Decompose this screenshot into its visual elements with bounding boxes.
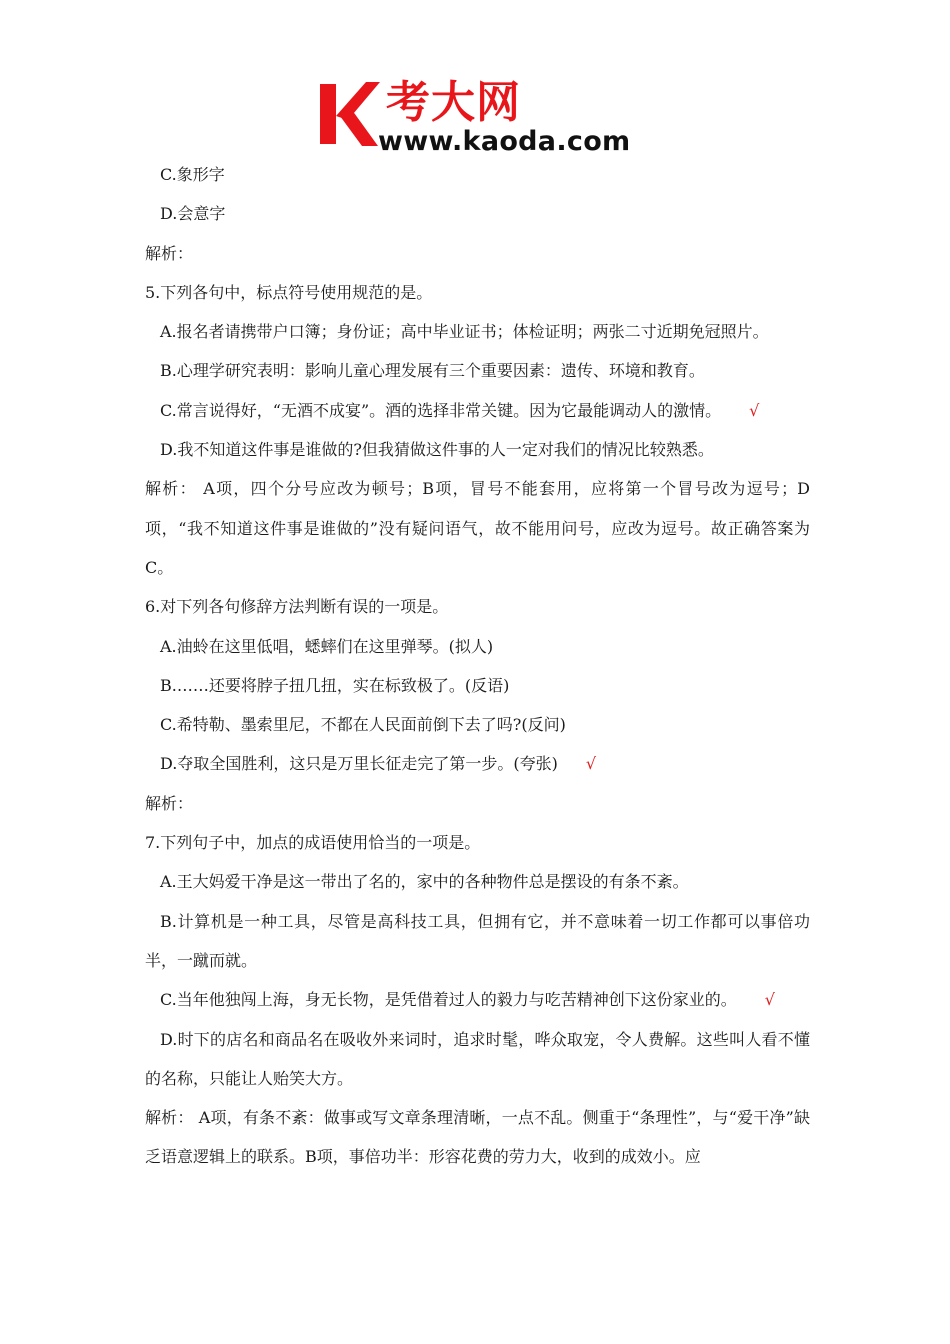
logo-chinese-text: 考大网 [386, 77, 521, 128]
q7-option-c-text: C.当年他独闯上海，身无长物，是凭借着过人的毅力与吃苦精神创下这份家业的。 [160, 990, 737, 1010]
k-logo-icon [318, 80, 380, 148]
q5-option-c [145, 391, 810, 430]
logo-url-text: www.kaoda.com [378, 126, 631, 157]
q5-analysis: 解析： A项，四个分号应改为顿号；B项，冒号不能套用，应将第一个冒号改为逗号；D项，“我不知道这件事是谁做的”没有疑问语气，故不能用问号，应改为逗号。故正确答案为C。 [145, 479, 810, 577]
q5-option-b: B.心理学研究表明：影响儿童心理发展有三个重要因素：遗传、环境和教育。 [160, 361, 705, 381]
q6-option-b: B.……还要将脖子扭几扭，实在标致极了。(反语) [160, 675, 510, 695]
q6-analysis: 解析： [145, 793, 194, 813]
q7-option-c [145, 980, 810, 1019]
correct-check-icon: √ [585, 754, 597, 774]
q6-option-d-text: D.夺取全国胜利，这只是万里长征走完了第一步。(夸张) [160, 754, 558, 774]
kaoda-logo[interactable] [318, 78, 638, 160]
q6-option-c: C.希特勒、墨索里尼，不都在人民面前倒下去了吗?(反问) [160, 715, 566, 735]
q4-option-d: D.会意字 [160, 204, 226, 224]
q7-option-d: D.时下的店名和商品名在吸收外来词时，追求时髦，哗众取宠，令人费解。这些叫人看不懂的名称，只能让人贻笑大方。 [145, 1029, 810, 1088]
document-body [145, 155, 810, 1177]
q4-analysis: 解析： [145, 243, 194, 263]
q6-option-d [145, 744, 810, 783]
correct-check-icon: √ [764, 990, 775, 1010]
q4-option-c: C.象形字 [160, 165, 225, 184]
q7-analysis: 解析： A项，有条不紊：做事或写文章条理清晰，一点不乱。侧重于“条理性”，与“爱干净”缺乏语意逻辑上的联系。B项，事倍功半：形容花费的劳力大，收到的成效小。应 [145, 1108, 810, 1167]
correct-check-icon: √ [749, 400, 760, 420]
q7-option-a: A.王大妈爱干净是这一带出了名的，家中的各种物件总是摆设的有条不紊。 [160, 872, 689, 892]
q7-stem: 7.下列句子中，加点的成语使用恰当的一项是。 [145, 833, 481, 853]
q6-stem: 6.对下列各句修辞方法判断有误的一项是。 [145, 597, 449, 617]
q5-option-c-text: C.常言说得好，“无酒不成宴”。酒的选择非常关键。因为它最能调动人的激情。 [160, 400, 722, 420]
q5-option-d: D.我不知道这件事是谁做的?但我猜做这件事的人一定对我们的情况比较熟悉。 [160, 440, 714, 460]
q5-stem: 5.下列各句中，标点符号使用规范的是。 [145, 282, 433, 302]
q6-option-a: A.油蛉在这里低唱，蟋蟀们在这里弹琴。(拟人) [160, 636, 494, 656]
q7-option-b: B.计算机是一种工具，尽管是高科技工具，但拥有它，并不意味着一切工作都可以事倍功半，一蹴而就。 [145, 911, 810, 970]
q5-option-a: A.报名者请携带户口簿；身份证；高中毕业证书；体检证明；两张二寸近期免冠照片。 [160, 322, 769, 342]
